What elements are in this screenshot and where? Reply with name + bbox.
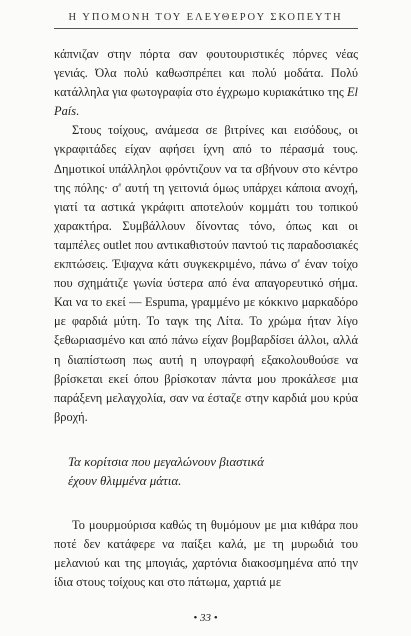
paragraph-murmur: Το μουρμούρισα καθώς τη θυμόμουν με μια κιθάρα που ποτέ δεν κατάφερε να παίξει καλά, με τη μυρωδιά του μελανιού και της μπογιάς, χαρτόνια διακοσμημένα από την ίδια στους τοίχους και στο πάτωμα, χαρτιά με — [54, 517, 358, 590]
paragraph-continued — [54, 45, 358, 121]
verse-quote — [68, 452, 358, 491]
page-number: • 33 • — [193, 612, 218, 624]
paragraph-graffiti: Στους τοίχους, ανάμεσα σε βιτρίνες και εισόδους, οι γκραφιτάδες είχαν αφήσει ίχνη από το πέρασμά τους. Δημοτικοί υπάλληλοι φρόντιζουν να τα σβήνουν στο κέντρο της πόλης· σ' αυτή τη γειτονιά όμως υπάρχει κάποια ανοχή, γιατί τα αστικά γκράφιτι αποτελούν κομμάτι του τοπικού χαρακτήρα. Συμβάλλουν δίνοντας τόνο, όπως και οι ταμπέλες outlet που αντικαθιστούν παντού τις παραδοσιακές εκπτώσεις. Έψαχνα κάτι συγκεκριμένο, πάνω σ' έναν τοίχο που σχημάτιζε γωνία ύστερα από ένα απαγορευτικό σήμα. Και να το εκεί — Espuma, γραμμένο με κόκκινο μαρκαδόρο με φαρδιά μύτη. Το ταγκ της Λίτα. Το χρώμα ήταν λίγο ξεθωριασμένο και από πάνω είχαν βομβαρδίσει άλλοι, αλλά η διαπίστωση πως αυτή η υπογραφή εξακολουθούσε να βρίσκεται εκεί όπου βρίσκοταν πάντα μου προκάλεσε μια παράξενη μελαγχολία, σαν να έσταζε στην καρδιά μου κρύα βροχή. — [54, 123, 358, 424]
body-text — [54, 45, 358, 592]
header-rule — [54, 28, 358, 29]
running-head: Η ΥΠΟΜΟΝΗ ΤΟΥ ΕΛΕΥΘΕΡΟΥ ΣΚΟΠΕΥΤΗ — [68, 12, 343, 23]
paragraph1-end: . — [76, 104, 80, 119]
newspaper-title: El País — [54, 85, 358, 119]
verse-line-2: έχουν θλιμμένα μάτια. — [68, 473, 182, 489]
paragraph1-text: κάπνιζαν στην πόρτα σαν φουτουριστικές πόρνες νέας γενιάς. Όλα πολύ καθωσπρέπει και πολύ μοδάτα. Πολύ κατάλληλα για φωτογραφία στο έγχρωμο κυριακάτικο της — [54, 47, 358, 100]
verse-line-1: Τα κορίτσια που μεγαλώνουν βιαστικά — [68, 453, 264, 469]
